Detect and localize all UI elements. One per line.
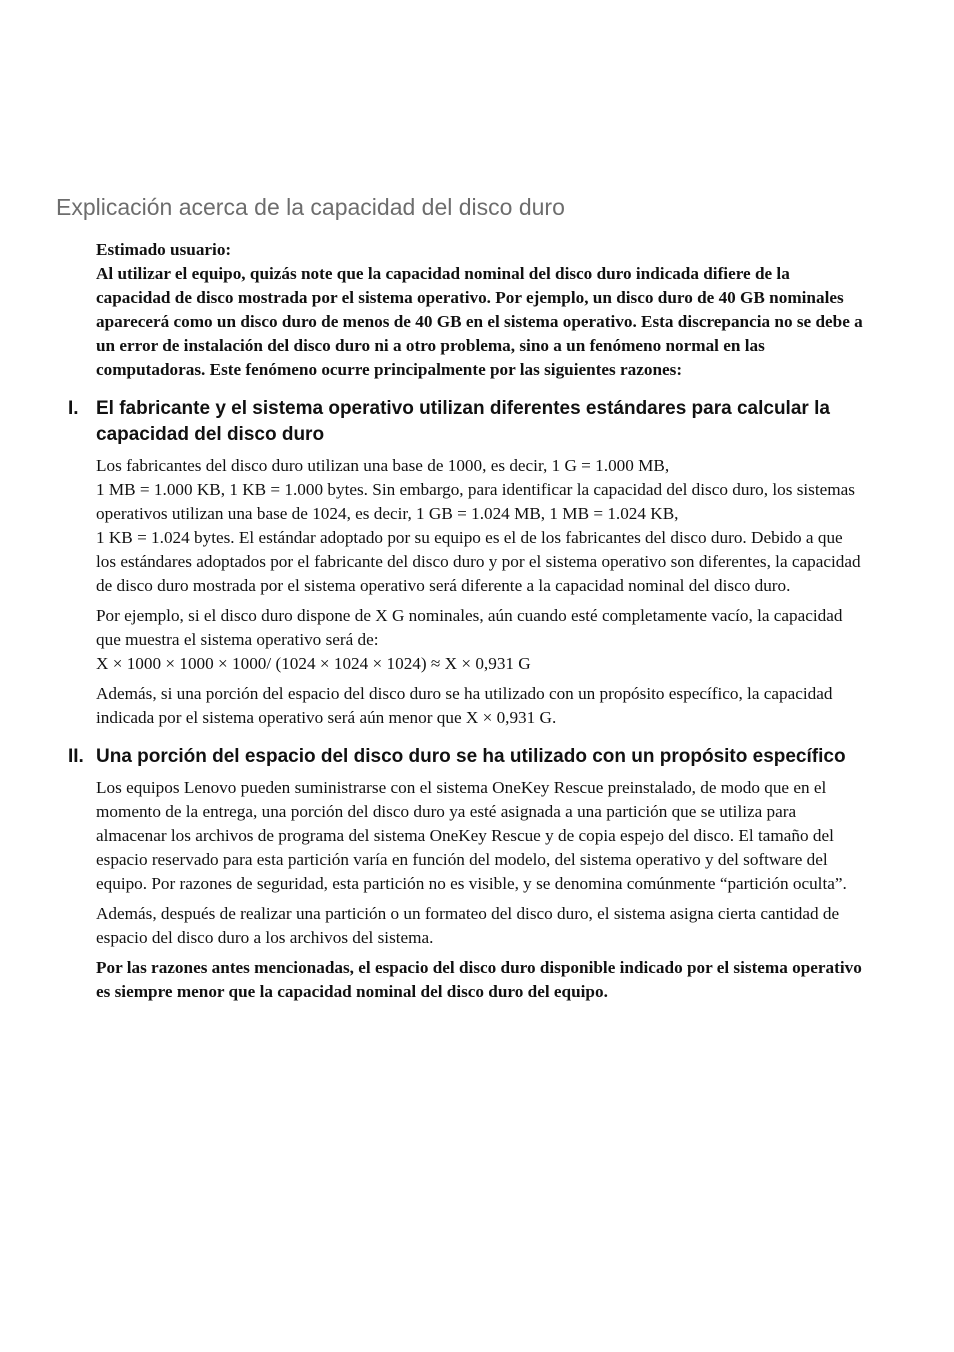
section-2-paragraph-1: Los equipos Lenovo pueden suministrarse con el sistema OneKey Rescue preinstalado, de modo que en el momento de la entrega, una porción del disco duro ya esté asignada a una partición que se utiliza para almacenar los archivos de programa del sistema OneKey Rescue y de copia espejo del disco. El tamaño del espacio reservado para esta partición varía en función del modelo, del sistema operativo y del software del equipo. Por razones de seguridad, esta partición no es visible, y se denomina comúnmente “partición oculta”. [96,778,847,893]
section-1-heading-block [68,396,866,448]
section-1-paragraph-1-line-2: 1 MB = 1.000 KB, 1 KB = 1.000 bytes. Sin embargo, para identificar la capacidad del disco duro, los sistemas operativos utilizan una base de 1024, es decir, 1 GB = 1.024 MB, 1 MB = 1.024 KB, [96,480,855,523]
section-1-number: I. [68,398,79,419]
page-title: Explicación acerca de la capacidad del disco duro [56,194,565,220]
document-body [68,238,866,1010]
section-1-paragraph-1 [96,454,866,598]
section-1-paragraph-1-line-3: 1 KB = 1.024 bytes. El estándar adoptado por su equipo es el de los fabricantes del disco duro. Debido a que los estándares adoptados por el fabricante del disco duro y por el sistema operativo son diferentes, la capacidad de disco duro mostrada por el sistema operativo será diferente a la capacidad nominal del disco duro. [96,528,861,595]
conclusion-paragraph: Por las razones antes mencionadas, el espacio del disco duro disponible indicado por el sistema operativo es siempre menor que la capacidad nominal del disco duro del equipo. [96,958,862,1001]
section-1-paragraph-2-text: Por ejemplo, si el disco duro dispone de X G nominales, aún cuando esté completamente vacío, la capacidad que muestra el sistema operativo será de: [96,606,843,649]
section-1-paragraph-3: Además, si una porción del espacio del disco duro se ha utilizado con un propósito específico, la capacidad indicada por el sistema operativo será aún menor que X × 0,931 G. [96,684,833,727]
section-1-paragraph-1-line-1: Los fabricantes del disco duro utilizan una base de 1000, es decir, 1 G = 1.000 MB, [96,456,670,475]
greeting: Estimado usuario: [96,240,232,259]
section-2-number: II. [68,746,84,767]
capacity-formula: X × 1000 × 1000 × 1000/ (1024 × 1024 × 1024) ≈ X × 0,931 G [96,654,531,673]
section-2-heading-block [68,744,866,770]
section-1-paragraph-2 [96,604,866,676]
section-2-paragraph-2: Además, después de realizar una partición o un formateo del disco duro, el sistema asigna cierta cantidad de espacio del disco duro a los archivos del sistema. [96,904,840,947]
section-1-heading: El fabricante y el sistema operativo utilizan diferentes estándares para calcular la capacidad del disco duro [96,398,830,445]
section-2-heading: Una porción del espacio del disco duro se ha utilizado con un propósito específico [96,746,846,767]
intro-paragraph: Al utilizar el equipo, quizás note que la capacidad nominal del disco duro indicada difiere de la capacidad de disco mostrada por el sistema operativo. Por ejemplo, un disco duro de 40 GB nominales aparecerá como un disco duro de menos de 40 GB en el sistema operativo. Esta discrepancia no se debe a un error de instalación del disco duro ni a otro problema, sino a un fenómeno normal en las computadoras. Este fenómeno ocurre principalmente por las siguientes razones: [96,264,863,379]
